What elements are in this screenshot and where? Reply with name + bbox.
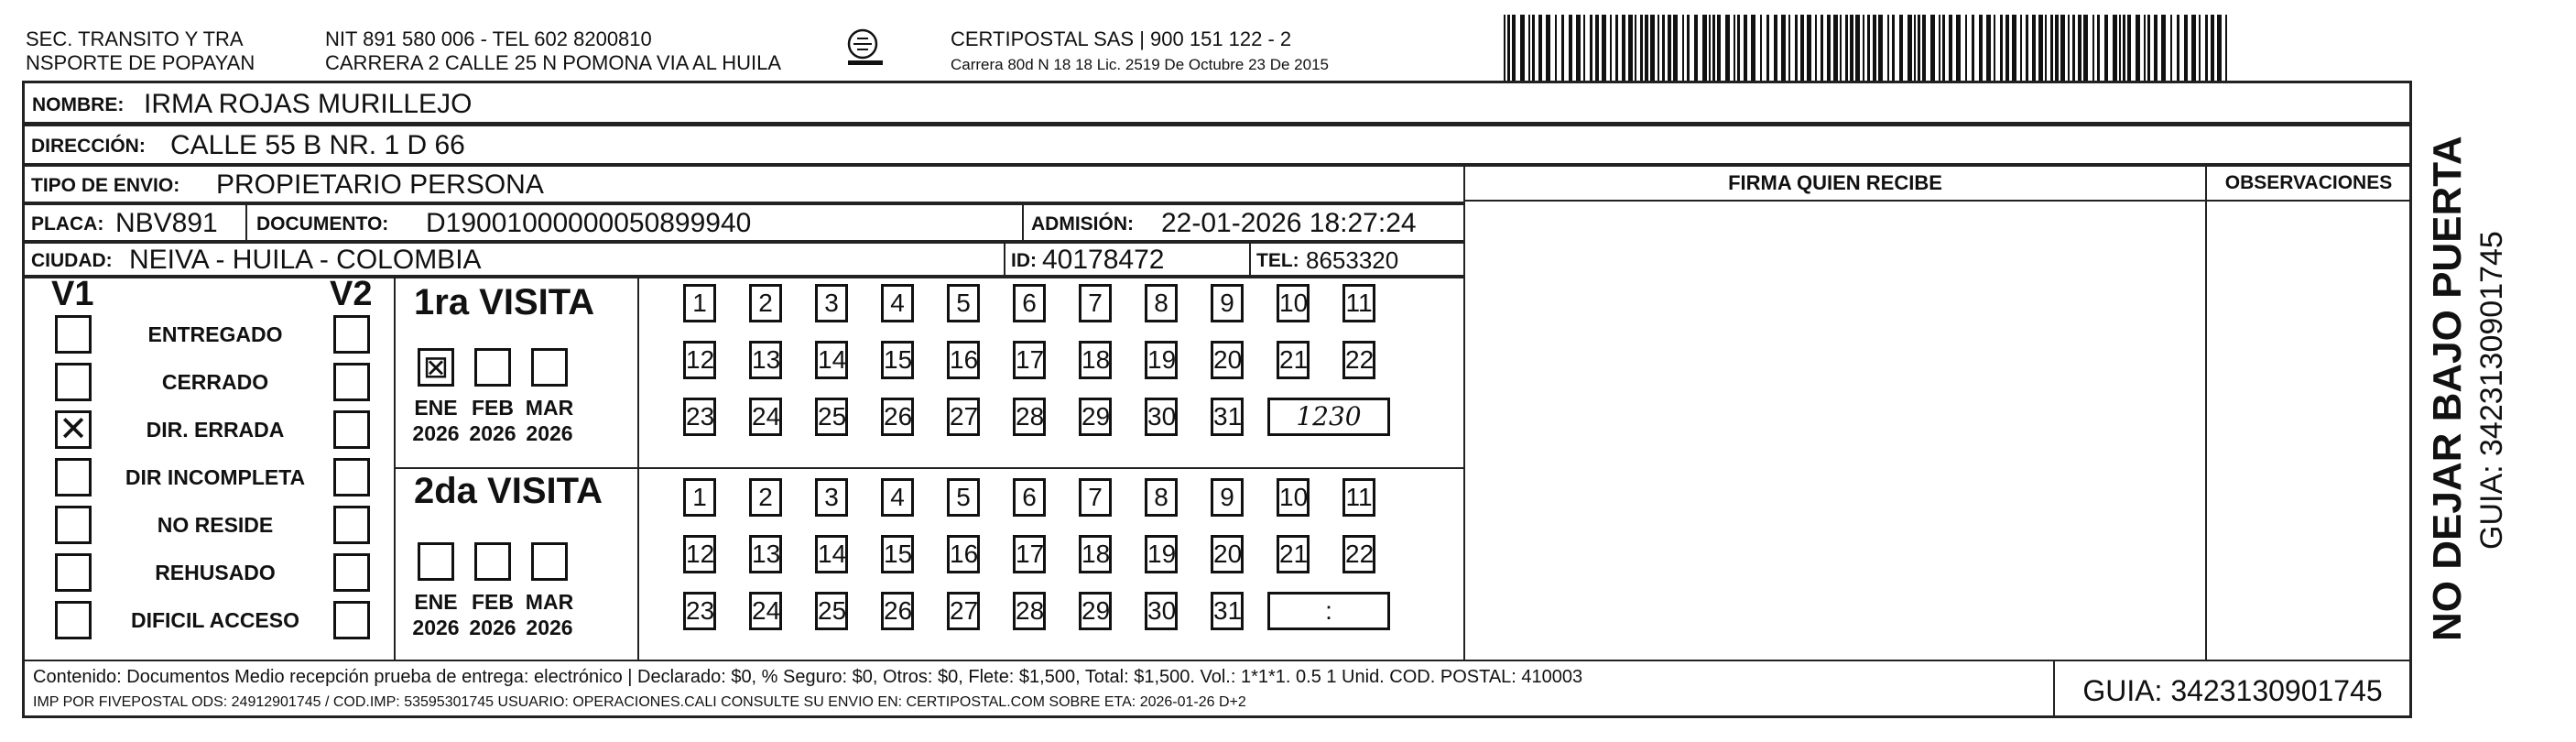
barcode-bar xyxy=(1827,15,1831,81)
visit1-day-box[interactable]: 10 xyxy=(1277,284,1310,322)
barcode-bar xyxy=(1986,15,1991,81)
tipo-label: TIPO DE ENVIO: xyxy=(31,175,180,196)
observaciones-column xyxy=(2205,165,2412,661)
barcode-bar xyxy=(1622,15,1625,81)
barcode-bar xyxy=(1645,15,1648,81)
barcode-bar xyxy=(1687,15,1690,81)
barcode-bar xyxy=(1546,15,1550,81)
visit1-day-box[interactable]: 8 xyxy=(1145,284,1178,322)
barcode-bar xyxy=(2184,15,2188,81)
barcode-bar xyxy=(2020,15,2022,81)
footer-info xyxy=(22,660,2055,718)
address-line: CARRERA 2 CALLE 25 N POMONA VIA AL HUILA xyxy=(325,51,782,74)
v2-checkbox[interactable] xyxy=(333,315,370,354)
firma-column xyxy=(1463,165,2207,661)
barcode-bar xyxy=(1520,15,1525,81)
barcode-bar xyxy=(1507,15,1510,81)
barcode-bar xyxy=(1694,15,1698,81)
documento-value: D19001000000050899940 xyxy=(426,208,752,238)
visit2-year-label: 2026 xyxy=(469,616,516,639)
barcode-bar xyxy=(2113,15,2117,81)
barcode-bar xyxy=(1512,15,1516,81)
barcode-bar xyxy=(1717,15,1721,81)
nit-line: NIT 891 580 006 - TEL 602 8200810 xyxy=(325,27,652,50)
barcode-bar xyxy=(1628,15,1633,81)
visit1-day-box[interactable]: 30 xyxy=(1145,398,1178,436)
status-label: NO RESIDE xyxy=(157,513,274,537)
barcode-bar xyxy=(1972,15,1974,81)
visit2-day-box[interactable]: 1 xyxy=(683,478,716,517)
barcode-bar xyxy=(1532,15,1535,81)
visit1-day-box[interactable]: 1 xyxy=(683,284,716,322)
visit2-day-box[interactable]: 2 xyxy=(749,478,782,517)
visit1-day-box[interactable]: 12 xyxy=(683,341,716,379)
barcode-bar xyxy=(1635,15,1636,81)
barcode-bar xyxy=(2217,15,2222,81)
visit1-day-box[interactable]: 13 xyxy=(749,341,782,379)
barcode-bar xyxy=(1914,15,1916,81)
placa-label: PLACA: xyxy=(31,213,104,235)
barcode-bar xyxy=(1682,15,1684,81)
observaciones-header: OBSERVACIONES xyxy=(2207,167,2410,202)
barcode-bar xyxy=(1561,15,1564,81)
barcode-bar xyxy=(1956,15,1961,81)
barcode-bar xyxy=(2177,15,2179,81)
nombre-label: NOMBRE: xyxy=(32,94,125,115)
visit1-day-box[interactable]: 18 xyxy=(1079,341,1112,379)
footer-guia-cell xyxy=(2053,660,2412,718)
barcode-bar xyxy=(1615,15,1618,81)
visit2-day-box[interactable]: 8 xyxy=(1145,478,1178,517)
placa-value: NBV891 xyxy=(115,208,218,238)
visit1-day-box[interactable]: 25 xyxy=(815,398,848,436)
v1-label: V1 xyxy=(51,275,94,313)
visit1-day-box[interactable]: 6 xyxy=(1013,284,1046,322)
barcode-bar xyxy=(2026,15,2028,81)
barcode-bar xyxy=(1845,15,1848,81)
barcode-bar xyxy=(1965,15,1967,81)
company-line: CERTIPOSTAL SAS | 900 151 122 - 2 xyxy=(951,27,1292,50)
visit2-day-box[interactable]: 15 xyxy=(881,535,914,573)
v1-checkbox[interactable] xyxy=(55,506,92,544)
barcode-bar xyxy=(1855,15,1860,81)
barcode-bar xyxy=(1602,15,1606,81)
company-address: Carrera 80d N 18 18 Lic. 2519 De Octubre 23 De 2015 xyxy=(951,56,1329,73)
visit1-month-checkbox[interactable] xyxy=(531,348,568,387)
visit1-day-box[interactable]: 14 xyxy=(815,341,848,379)
footer-imp: IMP POR FIVEPOSTAL ODS: 24912901745 / COD.IMP: 53595301745 USUARIO: OPERACIONES.CALI CONSULTE SU ENVIO EN: CERTIPOSTAL.COM SOBRE ETA: 2026-01-26 D+2 xyxy=(33,694,1246,710)
barcode-bar xyxy=(1795,15,1798,81)
visit1-day-box[interactable]: 29 xyxy=(1079,398,1112,436)
barcode-bar xyxy=(1668,15,1671,81)
v1-checkbox[interactable] xyxy=(55,553,92,592)
v2-checkbox[interactable] xyxy=(333,506,370,544)
visit2-year-label: 2026 xyxy=(412,616,460,639)
barcode-bar xyxy=(2161,15,2166,81)
barcode-bar xyxy=(1892,15,1895,81)
admision-value: 22-01-2026 18:27:24 xyxy=(1161,208,1417,238)
visit2-day-box[interactable]: 12 xyxy=(683,535,716,573)
visit2-day-box[interactable]: 6 xyxy=(1013,478,1046,517)
visit2-day-box[interactable]: 5 xyxy=(947,478,980,517)
v2-checkbox[interactable] xyxy=(333,458,370,496)
visit1-day-box[interactable]: 19 xyxy=(1145,341,1178,379)
visit1-day-box[interactable]: 23 xyxy=(683,398,716,436)
barcode-bar xyxy=(1725,15,1730,81)
visit2-month-label: FEB xyxy=(472,590,514,614)
barcode-bar xyxy=(1658,15,1659,81)
visit1-month-checkbox[interactable]: ⊠ xyxy=(418,348,454,387)
visit1-day-box[interactable]: 7 xyxy=(1079,284,1112,322)
barcode-bar xyxy=(2211,15,2214,81)
barcode-bar xyxy=(2123,15,2125,81)
certipostal-logo-icon xyxy=(842,26,886,70)
visit1-day-box[interactable]: 28 xyxy=(1013,398,1046,436)
visit2-day-box[interactable]: 24 xyxy=(749,592,782,630)
row-nombre xyxy=(22,81,2412,125)
barcode-bar xyxy=(2060,15,2065,81)
barcode-bar xyxy=(1709,15,1711,81)
visit2-day-box[interactable]: 10 xyxy=(1277,478,1310,517)
barcode-bar xyxy=(1878,15,1883,81)
barcode-bar xyxy=(2127,15,2131,81)
visit1-day-box[interactable]: 4 xyxy=(881,284,914,322)
visit1-day-box[interactable]: 31 xyxy=(1211,398,1244,436)
v1-checkbox[interactable]: ✕ xyxy=(55,410,92,449)
visit1-title: 1ra VISITA xyxy=(414,282,595,322)
sender-line-1: SEC. TRANSITO Y TRA xyxy=(26,27,244,50)
barcode-bar xyxy=(1873,15,1876,81)
barcode-bar xyxy=(1737,15,1740,81)
visit1-year-label: 2026 xyxy=(469,421,516,445)
direccion-value: CALLE 55 B NR. 1 D 66 xyxy=(170,130,465,160)
barcode-bar xyxy=(1887,15,1889,81)
barcode-bar xyxy=(1949,15,1952,81)
visit1-day-box[interactable]: 24 xyxy=(749,398,782,436)
visit1-day-box[interactable]: 15 xyxy=(881,341,914,379)
visit2-month-label: MAR xyxy=(525,590,574,614)
visit2-day-box[interactable]: 11 xyxy=(1342,478,1375,517)
visit2-day-box[interactable]: 3 xyxy=(815,478,848,517)
barcode-bar xyxy=(2136,15,2140,81)
visit1-month-label: FEB xyxy=(472,396,514,420)
barcode-bar xyxy=(1712,15,1715,81)
barcode-bar xyxy=(1942,15,1945,81)
id-label: ID: xyxy=(1011,250,1037,271)
visit1-day-box[interactable]: 17 xyxy=(1013,341,1046,379)
barcode-bar xyxy=(1766,15,1769,81)
barcode-bar xyxy=(1939,15,1940,81)
firma-header: FIRMA QUIEN RECIBE xyxy=(1465,167,2205,202)
visit2-month-label: ENE xyxy=(414,590,458,614)
v2-checkbox[interactable] xyxy=(333,410,370,449)
v1-checkbox[interactable] xyxy=(55,601,92,639)
barcode-bar xyxy=(2170,15,2172,81)
barcode-bar xyxy=(1788,15,1790,81)
nombre-value: IRMA ROJAS MURILLEJO xyxy=(144,89,473,119)
footer-guia: GUIA: 3423130901745 xyxy=(2082,674,2383,707)
direccion-label: DIRECCIÓN: xyxy=(31,136,146,157)
v1-checkbox[interactable] xyxy=(55,363,92,401)
status-label: DIFICIL ACCESO xyxy=(130,608,299,632)
id-cell xyxy=(1004,242,1251,277)
v1-checkbox[interactable] xyxy=(55,315,92,354)
barcode-bar xyxy=(1610,15,1612,81)
status-label: ENTREGADO xyxy=(147,322,283,346)
visit2-month-checkbox[interactable] xyxy=(418,542,454,581)
visit2-day-box[interactable]: 4 xyxy=(881,478,914,517)
visit2-day-box[interactable]: 23 xyxy=(683,592,716,630)
ciudad-label: CIUDAD: xyxy=(31,250,113,271)
barcode-bar xyxy=(1504,15,1505,81)
barcode xyxy=(1504,15,2236,81)
barcode-bar xyxy=(2068,15,2070,81)
status-label: CERRADO xyxy=(161,370,269,394)
barcode-bar xyxy=(1555,15,1557,81)
visit2-month-checkbox[interactable] xyxy=(531,542,568,581)
barcode-bar xyxy=(1863,15,1864,81)
visit2-day-box[interactable]: 21 xyxy=(1277,535,1310,573)
documento-label: DOCUMENTO: xyxy=(256,213,389,235)
visit2-day-box[interactable]: 19 xyxy=(1145,535,1178,573)
visit2-day-box[interactable]: 7 xyxy=(1079,478,1112,517)
barcode-bar xyxy=(1744,15,1747,81)
visit2-day-box[interactable]: 31 xyxy=(1211,592,1244,630)
barcode-bar xyxy=(1595,15,1599,81)
visit1-time-box[interactable]: 1230 xyxy=(1267,398,1390,436)
visit2-title: 2da VISITA xyxy=(414,471,603,511)
tipo-value: PROPIETARIO PERSONA xyxy=(216,169,544,200)
barcode-bar xyxy=(1922,15,1926,81)
barcode-bar xyxy=(2032,15,2036,81)
barcode-bar xyxy=(2104,15,2108,81)
v2-checkbox[interactable] xyxy=(333,363,370,401)
barcode-bar xyxy=(1576,15,1581,81)
visit1-day-box[interactable]: 2 xyxy=(749,284,782,322)
barcode-bar xyxy=(1650,15,1655,81)
barcode-bar xyxy=(1840,15,1842,81)
barcode-bar xyxy=(1702,15,1707,81)
side-warning: NO DEJAR BAJO PUERTA xyxy=(2425,136,2470,641)
visit2-day-box[interactable]: 22 xyxy=(1342,535,1375,573)
visit2-day-box[interactable]: 18 xyxy=(1079,535,1112,573)
tel-cell xyxy=(1249,242,1465,277)
row-tipo xyxy=(22,165,1465,203)
id-value: 40178472 xyxy=(1042,245,1165,275)
visit1-day-box[interactable]: 21 xyxy=(1277,341,1310,379)
visit1-day-box[interactable]: 26 xyxy=(881,398,914,436)
visit1-day-box[interactable]: 27 xyxy=(947,398,980,436)
v2-label: V2 xyxy=(330,275,373,313)
visit2-time-box[interactable]: : xyxy=(1267,592,1390,630)
barcode-bar xyxy=(2005,15,2009,81)
v2-checkbox[interactable] xyxy=(333,553,370,592)
barcode-bar xyxy=(2038,15,2043,81)
visit2-day-box[interactable]: 29 xyxy=(1079,592,1112,630)
barcode-bar xyxy=(1673,15,1678,81)
barcode-bar xyxy=(2119,15,2121,81)
visit2-day-box[interactable]: 16 xyxy=(947,535,980,573)
barcode-bar xyxy=(1760,15,1762,81)
visit2-year-label: 2026 xyxy=(526,616,573,639)
visit1-month-label: ENE xyxy=(414,396,458,420)
visit1-month-checkbox[interactable] xyxy=(474,348,511,387)
side-guia: GUIA: 3423130901745 xyxy=(2474,231,2509,550)
barcode-bar xyxy=(1908,15,1912,81)
row-direccion xyxy=(22,125,2412,165)
barcode-bar xyxy=(1590,15,1592,81)
visit1-month-label: MAR xyxy=(525,396,574,420)
barcode-bar xyxy=(1815,15,1817,81)
visit1-day-box[interactable]: 3 xyxy=(815,284,848,322)
barcode-bar xyxy=(2225,15,2227,81)
barcode-bar xyxy=(2144,15,2146,81)
barcode-bar xyxy=(1833,15,1838,81)
visit2-day-box[interactable]: 20 xyxy=(1211,535,1244,573)
visit2-day-box[interactable]: 14 xyxy=(815,535,848,573)
visit1-day-box[interactable]: 5 xyxy=(947,284,980,322)
visit1-day-box[interactable]: 20 xyxy=(1211,341,1244,379)
barcode-bar xyxy=(2055,15,2059,81)
visit2-day-box[interactable]: 28 xyxy=(1013,592,1046,630)
barcode-bar xyxy=(2083,15,2088,81)
barcode-bar xyxy=(2205,15,2208,81)
tel-value: 8653320 xyxy=(1306,246,1399,274)
barcode-bar xyxy=(1979,15,1983,81)
visit1-day-box[interactable]: 11 xyxy=(1342,284,1375,322)
barcode-bar xyxy=(2000,15,2003,81)
barcode-bar xyxy=(1751,15,1755,81)
visit2-month-checkbox[interactable] xyxy=(474,542,511,581)
visit2-day-box[interactable]: 13 xyxy=(749,535,782,573)
barcode-bar xyxy=(1640,15,1643,81)
admision-cell xyxy=(1022,203,1465,242)
barcode-bar xyxy=(1930,15,1935,81)
barcode-bar xyxy=(2097,15,2100,81)
visit1-day-box[interactable]: 9 xyxy=(1211,284,1244,322)
barcode-bar xyxy=(1918,15,1920,81)
barcode-bar xyxy=(2199,15,2201,81)
visit2-day-box[interactable]: 27 xyxy=(947,592,980,630)
v2-checkbox[interactable] xyxy=(333,601,370,639)
barcode-bar xyxy=(1850,15,1853,81)
sender-line-2: NSPORTE DE POPAYAN xyxy=(26,51,255,74)
barcode-bar xyxy=(1994,15,1995,81)
barcode-bar xyxy=(2154,15,2158,81)
barcode-bar xyxy=(1662,15,1665,81)
visit1-year-label: 2026 xyxy=(412,421,460,445)
visit2-day-box[interactable]: 26 xyxy=(881,592,914,630)
barcode-bar xyxy=(2050,15,2053,81)
admision-label: ADMISIÓN: xyxy=(1031,213,1134,235)
visit1-year-label: 2026 xyxy=(526,421,573,445)
barcode-bar xyxy=(2191,15,2196,81)
tel-label: TEL: xyxy=(1256,250,1299,271)
status-label: DIR. ERRADA xyxy=(146,418,285,442)
barcode-bar xyxy=(2078,15,2081,81)
barcode-bar xyxy=(1528,15,1530,81)
barcode-bar xyxy=(1734,15,1735,81)
barcode-bar xyxy=(2092,15,2094,81)
footer-contenido: Contenido: Documentos Medio recepción prueba de entrega: electrónico | Declarado: $0, % Seguro: $0, Otros: $0, Flete: $1,500, Total: $1,500. Vol.: 1*1*1. 0.5 1 Unid. COD. POSTAL: 410003 xyxy=(33,667,1583,687)
barcode-bar xyxy=(2147,15,2150,81)
status-label: DIR INCOMPLETA xyxy=(125,465,306,489)
visit1-day-box[interactable]: 16 xyxy=(947,341,980,379)
barcode-bar xyxy=(1800,15,1804,81)
visit1-day-box[interactable]: 22 xyxy=(1342,341,1375,379)
barcode-bar xyxy=(1899,15,1903,81)
barcode-bar xyxy=(1774,15,1777,81)
barcode-bar xyxy=(1867,15,1870,81)
barcode-bar xyxy=(1807,15,1811,81)
barcode-bar xyxy=(1538,15,1542,81)
visit2-day-box[interactable]: 30 xyxy=(1145,592,1178,630)
visit2-day-box[interactable]: 9 xyxy=(1211,478,1244,517)
barcode-bar xyxy=(1821,15,1823,81)
barcode-bar xyxy=(2012,15,2016,81)
barcode-bar xyxy=(2072,15,2075,81)
v1-checkbox[interactable] xyxy=(55,458,92,496)
barcode-bar xyxy=(2045,15,2047,81)
barcode-bar xyxy=(1569,15,1572,81)
barcode-bar xyxy=(1781,15,1786,81)
visit2-day-box[interactable]: 25 xyxy=(815,592,848,630)
documento-cell xyxy=(245,203,1024,242)
ciudad-value: NEIVA - HUILA - COLOMBIA xyxy=(129,245,482,275)
status-label: REHUSADO xyxy=(155,561,276,584)
visit2-day-box[interactable]: 17 xyxy=(1013,535,1046,573)
barcode-bar xyxy=(1583,15,1585,81)
